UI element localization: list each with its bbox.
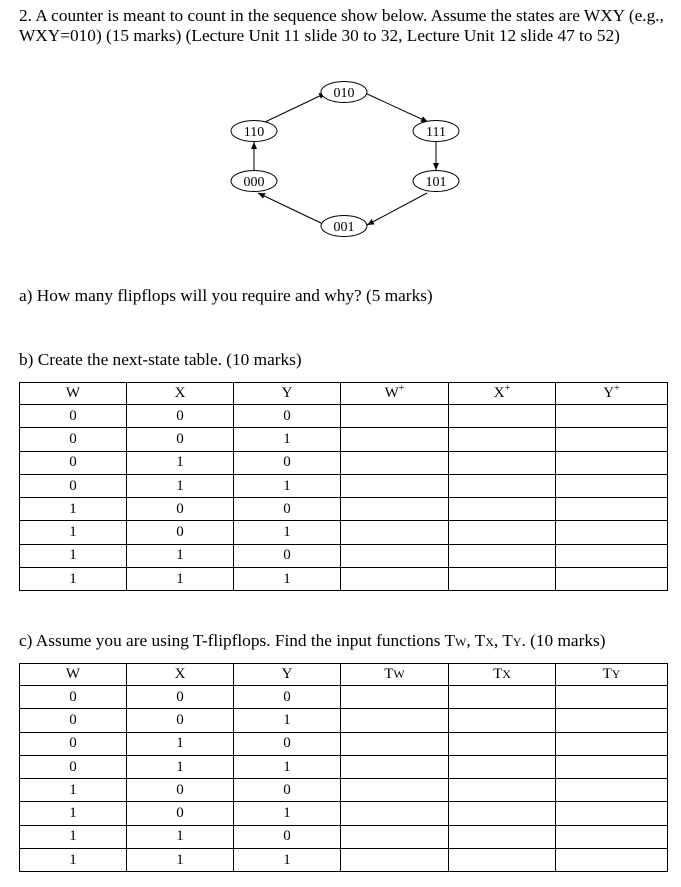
table-cell: 0 xyxy=(234,544,341,567)
answer-cell[interactable] xyxy=(449,405,556,428)
table-cell: 0 xyxy=(234,779,341,802)
state-001 xyxy=(321,216,367,237)
state-010 xyxy=(321,82,367,103)
state-101 xyxy=(413,171,459,192)
table-cell: 0 xyxy=(234,405,341,428)
table-cell: 1 xyxy=(234,802,341,825)
table-row xyxy=(20,451,668,474)
table-cell: 0 xyxy=(20,405,127,428)
table-cell: 1 xyxy=(234,568,341,591)
table-cell: 0 xyxy=(127,802,234,825)
answer-cell[interactable] xyxy=(449,568,556,591)
table-row xyxy=(20,544,668,567)
table-row xyxy=(20,568,668,591)
table-cell: 1 xyxy=(234,521,341,544)
answer-cell[interactable] xyxy=(449,428,556,451)
table-cell: 0 xyxy=(20,474,127,497)
table-cell: 1 xyxy=(127,568,234,591)
answer-cell[interactable] xyxy=(556,474,668,497)
answer-cell[interactable] xyxy=(556,521,668,544)
answer-cell[interactable] xyxy=(556,802,668,825)
table-row xyxy=(20,779,668,802)
state-110 xyxy=(231,121,277,142)
table-cell: 1 xyxy=(20,779,127,802)
answer-cell[interactable] xyxy=(449,544,556,567)
table-cell: 1 xyxy=(127,825,234,848)
svg-text:111: 111 xyxy=(426,125,446,140)
table-cell: 1 xyxy=(234,428,341,451)
header-w-next: W+ xyxy=(341,383,449,405)
transition-110-010 xyxy=(265,93,326,122)
table-row xyxy=(20,521,668,544)
answer-cell[interactable] xyxy=(341,568,449,591)
answer-cell[interactable] xyxy=(341,802,449,825)
table-cell: 0 xyxy=(127,709,234,732)
table-row xyxy=(20,755,668,778)
table-cell: 1 xyxy=(127,755,234,778)
table-row xyxy=(20,498,668,521)
table-row xyxy=(20,686,668,709)
svg-text:101: 101 xyxy=(425,175,447,190)
header-ty: TY xyxy=(556,664,668,686)
transition-010-111 xyxy=(365,93,428,122)
table-cell: 0 xyxy=(127,779,234,802)
table-row xyxy=(20,428,668,451)
table-cell: 1 xyxy=(234,755,341,778)
table-cell: 0 xyxy=(20,451,127,474)
answer-cell[interactable] xyxy=(341,755,449,778)
table-cell: 0 xyxy=(20,686,127,709)
header-x: X xyxy=(127,664,234,686)
table-cell: 1 xyxy=(234,709,341,732)
answer-cell[interactable] xyxy=(556,709,668,732)
answer-cell[interactable] xyxy=(556,755,668,778)
table-cell: 0 xyxy=(20,709,127,732)
header-y: Y xyxy=(234,383,341,405)
answer-cell[interactable] xyxy=(556,405,668,428)
next-state-table xyxy=(19,382,668,591)
answer-cell[interactable] xyxy=(449,709,556,732)
table-cell: 1 xyxy=(234,474,341,497)
answer-cell[interactable] xyxy=(449,686,556,709)
table-cell: 1 xyxy=(20,849,127,872)
header-x-next: X+ xyxy=(449,383,556,405)
answer-cell[interactable] xyxy=(449,825,556,848)
header-x: X xyxy=(127,383,234,405)
header-w: W xyxy=(20,664,127,686)
table-cell: 0 xyxy=(234,498,341,521)
header-y-next: Y+ xyxy=(556,383,668,405)
table-header-row xyxy=(20,383,668,405)
table-row xyxy=(20,849,668,872)
table-cell: 0 xyxy=(234,686,341,709)
answer-cell[interactable] xyxy=(341,405,449,428)
part-b-text: b) Create the next-state table. (10 marks) xyxy=(19,350,302,369)
table-cell: 0 xyxy=(127,498,234,521)
table-cell: 1 xyxy=(20,825,127,848)
answer-cell[interactable] xyxy=(556,849,668,872)
answer-cell[interactable] xyxy=(449,849,556,872)
table-cell: 1 xyxy=(127,451,234,474)
answer-cell[interactable] xyxy=(449,498,556,521)
table-cell: 1 xyxy=(127,474,234,497)
table-cell: 1 xyxy=(20,568,127,591)
answer-cell[interactable] xyxy=(556,779,668,802)
header-w: W xyxy=(20,383,127,405)
table-cell: 0 xyxy=(234,825,341,848)
header-y: Y xyxy=(234,664,341,686)
table-cell: 0 xyxy=(20,428,127,451)
answer-cell[interactable] xyxy=(449,779,556,802)
answer-cell[interactable] xyxy=(449,802,556,825)
answer-cell[interactable] xyxy=(341,428,449,451)
part-c-text: c) Assume you are using T-flipflops. Find the input functions TW, TX, TY. (10 marks) xyxy=(19,631,606,650)
table-cell: 0 xyxy=(127,405,234,428)
svg-text:010: 010 xyxy=(333,86,355,101)
state-000 xyxy=(231,171,277,192)
answer-cell[interactable] xyxy=(556,428,668,451)
table-cell: 1 xyxy=(20,802,127,825)
table-row xyxy=(20,802,668,825)
header-tx: TX xyxy=(449,664,556,686)
answer-cell[interactable] xyxy=(341,474,449,497)
svg-text:000: 000 xyxy=(243,175,265,190)
answer-cell[interactable] xyxy=(556,732,668,755)
part-a-text: a) How many flipflops will you require and why? (5 marks) xyxy=(19,286,433,305)
table-row xyxy=(20,474,668,497)
table-cell: 1 xyxy=(20,498,127,521)
answer-cell[interactable] xyxy=(341,779,449,802)
state-111 xyxy=(413,121,459,142)
answer-cell[interactable] xyxy=(449,474,556,497)
table-cell: 1 xyxy=(20,544,127,567)
answer-cell[interactable] xyxy=(449,755,556,778)
answer-cell[interactable] xyxy=(556,686,668,709)
table-cell: 0 xyxy=(20,732,127,755)
answer-cell[interactable] xyxy=(556,451,668,474)
table-cell: 0 xyxy=(127,686,234,709)
answer-cell[interactable] xyxy=(556,825,668,848)
svg-text:001: 001 xyxy=(333,220,355,235)
table-cell: 1 xyxy=(127,849,234,872)
question-text: 2. A counter is meant to count in the sequence show below. Assume the states are WXY (e.g., WXY=010) (15 marks) (Lecture Unit 11 slide 30 to 32, Lecture Unit 12 slide 47 to 52) xyxy=(19,6,664,45)
transition-001-000 xyxy=(258,193,323,224)
answer-cell[interactable] xyxy=(449,521,556,544)
table-cell: 1 xyxy=(127,732,234,755)
answer-cell[interactable] xyxy=(341,825,449,848)
answer-cell[interactable] xyxy=(341,451,449,474)
table-row xyxy=(20,732,668,755)
table-cell: 0 xyxy=(20,755,127,778)
t-flipflop-table xyxy=(19,663,668,872)
answer-cell[interactable] xyxy=(341,732,449,755)
table-cell: 1 xyxy=(20,521,127,544)
answer-cell[interactable] xyxy=(341,498,449,521)
answer-cell[interactable] xyxy=(341,849,449,872)
table-row xyxy=(20,709,668,732)
table-row xyxy=(20,405,668,428)
table-cell: 0 xyxy=(127,428,234,451)
table-cell: 0 xyxy=(234,732,341,755)
answer-cell[interactable] xyxy=(341,686,449,709)
transition-101-001 xyxy=(367,193,427,225)
answer-cell[interactable] xyxy=(556,568,668,591)
answer-cell[interactable] xyxy=(449,732,556,755)
table-cell: 0 xyxy=(127,521,234,544)
table-cell: 1 xyxy=(234,849,341,872)
answer-cell[interactable] xyxy=(341,709,449,732)
table-cell: 0 xyxy=(234,451,341,474)
answer-cell[interactable] xyxy=(341,544,449,567)
answer-cell[interactable] xyxy=(449,451,556,474)
table-cell: 1 xyxy=(127,544,234,567)
table-header-row xyxy=(20,664,668,686)
header-tw: TW xyxy=(341,664,449,686)
table-row xyxy=(20,825,668,848)
answer-cell[interactable] xyxy=(341,521,449,544)
answer-cell[interactable] xyxy=(556,498,668,521)
svg-text:110: 110 xyxy=(243,125,265,140)
answer-cell[interactable] xyxy=(556,544,668,567)
